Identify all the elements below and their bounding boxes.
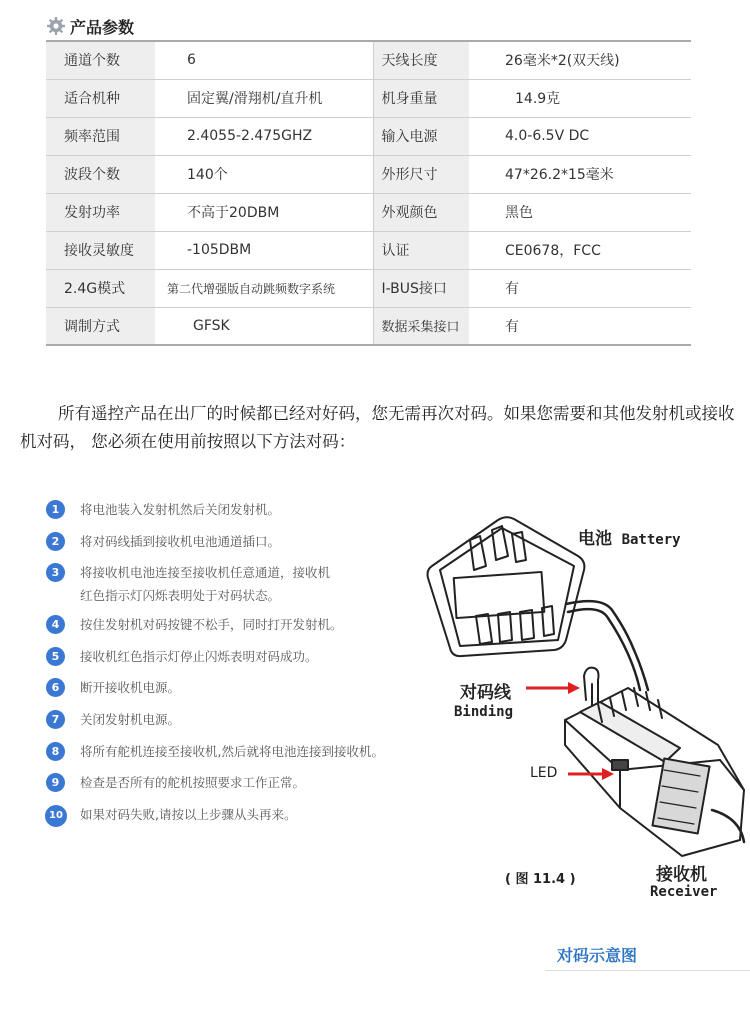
section-title: 产品参数 — [70, 17, 135, 37]
spec-table — [46, 40, 691, 346]
step-text: 如果对码失败,请按以上步骤从头再来。 — [80, 806, 297, 822]
spec-value: 黑色 — [469, 193, 691, 231]
step-number: 1 — [46, 500, 65, 519]
binding-label-en: Binding — [454, 704, 514, 720]
spec-value: 26毫米*2(双天线) — [469, 41, 691, 79]
section-header — [46, 12, 134, 40]
list-item — [46, 773, 466, 805]
step-text: 按住发射机对码按键不松手，同时打开发射机。 — [80, 617, 343, 633]
list-item — [46, 500, 466, 532]
spec-value: 6 — [155, 41, 373, 79]
table-row — [46, 41, 691, 79]
list-item — [46, 532, 466, 564]
table-row — [46, 269, 691, 307]
step-text: 关闭发射机电源。 — [80, 711, 181, 727]
binding-steps — [46, 500, 466, 836]
spec-label: 机身重量 — [373, 79, 469, 117]
step-number: 5 — [46, 647, 65, 666]
spec-label: 数据采集接口 — [373, 307, 469, 345]
spec-label: 外形尺寸 — [373, 155, 469, 193]
list-item — [46, 805, 466, 837]
spec-label: 接收灵敏度 — [46, 231, 155, 269]
spec-value: 47*26.2*15毫米 — [469, 155, 691, 193]
table-row — [46, 155, 691, 193]
spec-value: 固定翼/滑翔机/直升机 — [155, 79, 373, 117]
step-number: 6 — [46, 678, 65, 697]
step-number: 9 — [46, 773, 65, 792]
spec-label: 通道个数 — [46, 41, 155, 79]
table-row — [46, 193, 691, 231]
table-row — [46, 79, 691, 117]
step-text: 断开接收机电源。 — [80, 680, 181, 696]
spec-label: 外观颜色 — [373, 193, 469, 231]
step-number: 2 — [46, 532, 65, 551]
step-text: 接收机红色指示灯停止闪烁表明对码成功。 — [80, 648, 318, 664]
intro-paragraph: 所有遥控产品在出厂的时候都已经对好码，您无需再次对码。如果您需要和其他发射机或接收机对码， 您必须在使用前按照以下方法对码： — [20, 404, 735, 451]
binding-label-cn: 对码线 — [460, 683, 511, 703]
table-row — [46, 117, 691, 155]
list-item — [46, 615, 466, 647]
diagram-caption: 对码示意图 — [557, 946, 638, 965]
step-number: 3 — [46, 563, 65, 582]
spec-value: 第二代增强版自动跳频数字系统 — [155, 269, 373, 307]
spec-value: 有 — [469, 269, 691, 307]
spec-label: 输入电源 — [373, 117, 469, 155]
step-text: 检查是否所有的舵机按照要求工作正常。 — [80, 775, 306, 791]
gear-icon — [46, 16, 66, 36]
step-text-line2: 红色指示灯闪烁表明处于对码状态。 — [80, 588, 281, 604]
list-item — [46, 710, 466, 742]
list-item — [46, 647, 466, 679]
led-label: LED — [530, 765, 558, 781]
step-number: 8 — [46, 742, 65, 761]
step-text: 将电池装入发射机然后关闭发射机。 — [80, 502, 281, 517]
caption-divider — [545, 970, 750, 971]
step-number: 7 — [46, 710, 65, 729]
spec-value: -105DBM — [155, 231, 373, 269]
spec-value: 4.0-6.5V DC — [469, 117, 691, 155]
spec-label: 频率范围 — [46, 117, 155, 155]
spec-label: 认证 — [373, 231, 469, 269]
spec-value: 有 — [505, 318, 519, 335]
spec-label: 2.4G模式 — [46, 269, 155, 307]
spec-value: 2.4055-2.475GHZ — [155, 117, 373, 155]
list-item — [46, 678, 466, 710]
receiver-image — [565, 688, 744, 856]
step-number: 10 — [45, 805, 67, 827]
table-row — [46, 307, 691, 345]
spec-label: 适合机种 — [46, 79, 155, 117]
step-text: 将接收机电池连接至接收机任意通道，接收机 — [80, 565, 331, 581]
list-item — [46, 563, 466, 615]
receiver-label-cn: 接收机 — [656, 865, 707, 885]
battery-label: 电池 Battery — [578, 529, 681, 549]
spec-value: 不高于20DBM — [155, 193, 373, 231]
figure-number: ( 图 11.4 ) — [505, 872, 576, 887]
spec-value: 14.9克 — [469, 79, 691, 117]
step-number: 4 — [46, 615, 65, 634]
spec-label: 发射功率 — [46, 193, 155, 231]
spec-label: 调制方式 — [46, 307, 155, 345]
receiver-label-en: Receiver — [650, 884, 718, 900]
step-text: 将对码线插到接收机电池通道插口。 — [80, 533, 281, 549]
step-text: 将所有舵机连接至接收机,然后就将电池连接到接收机。 — [80, 743, 384, 759]
table-row — [46, 231, 691, 269]
spec-label: 天线长度 — [373, 41, 469, 79]
spec-value: CE0678，FCC — [469, 231, 691, 269]
battery-pack-image — [428, 517, 585, 656]
spec-label: 波段个数 — [46, 155, 155, 193]
list-item — [46, 742, 466, 774]
spec-value: GFSK — [193, 317, 230, 334]
spec-label: I-BUS接口 — [373, 269, 469, 307]
spec-value: 140个 — [155, 155, 373, 193]
